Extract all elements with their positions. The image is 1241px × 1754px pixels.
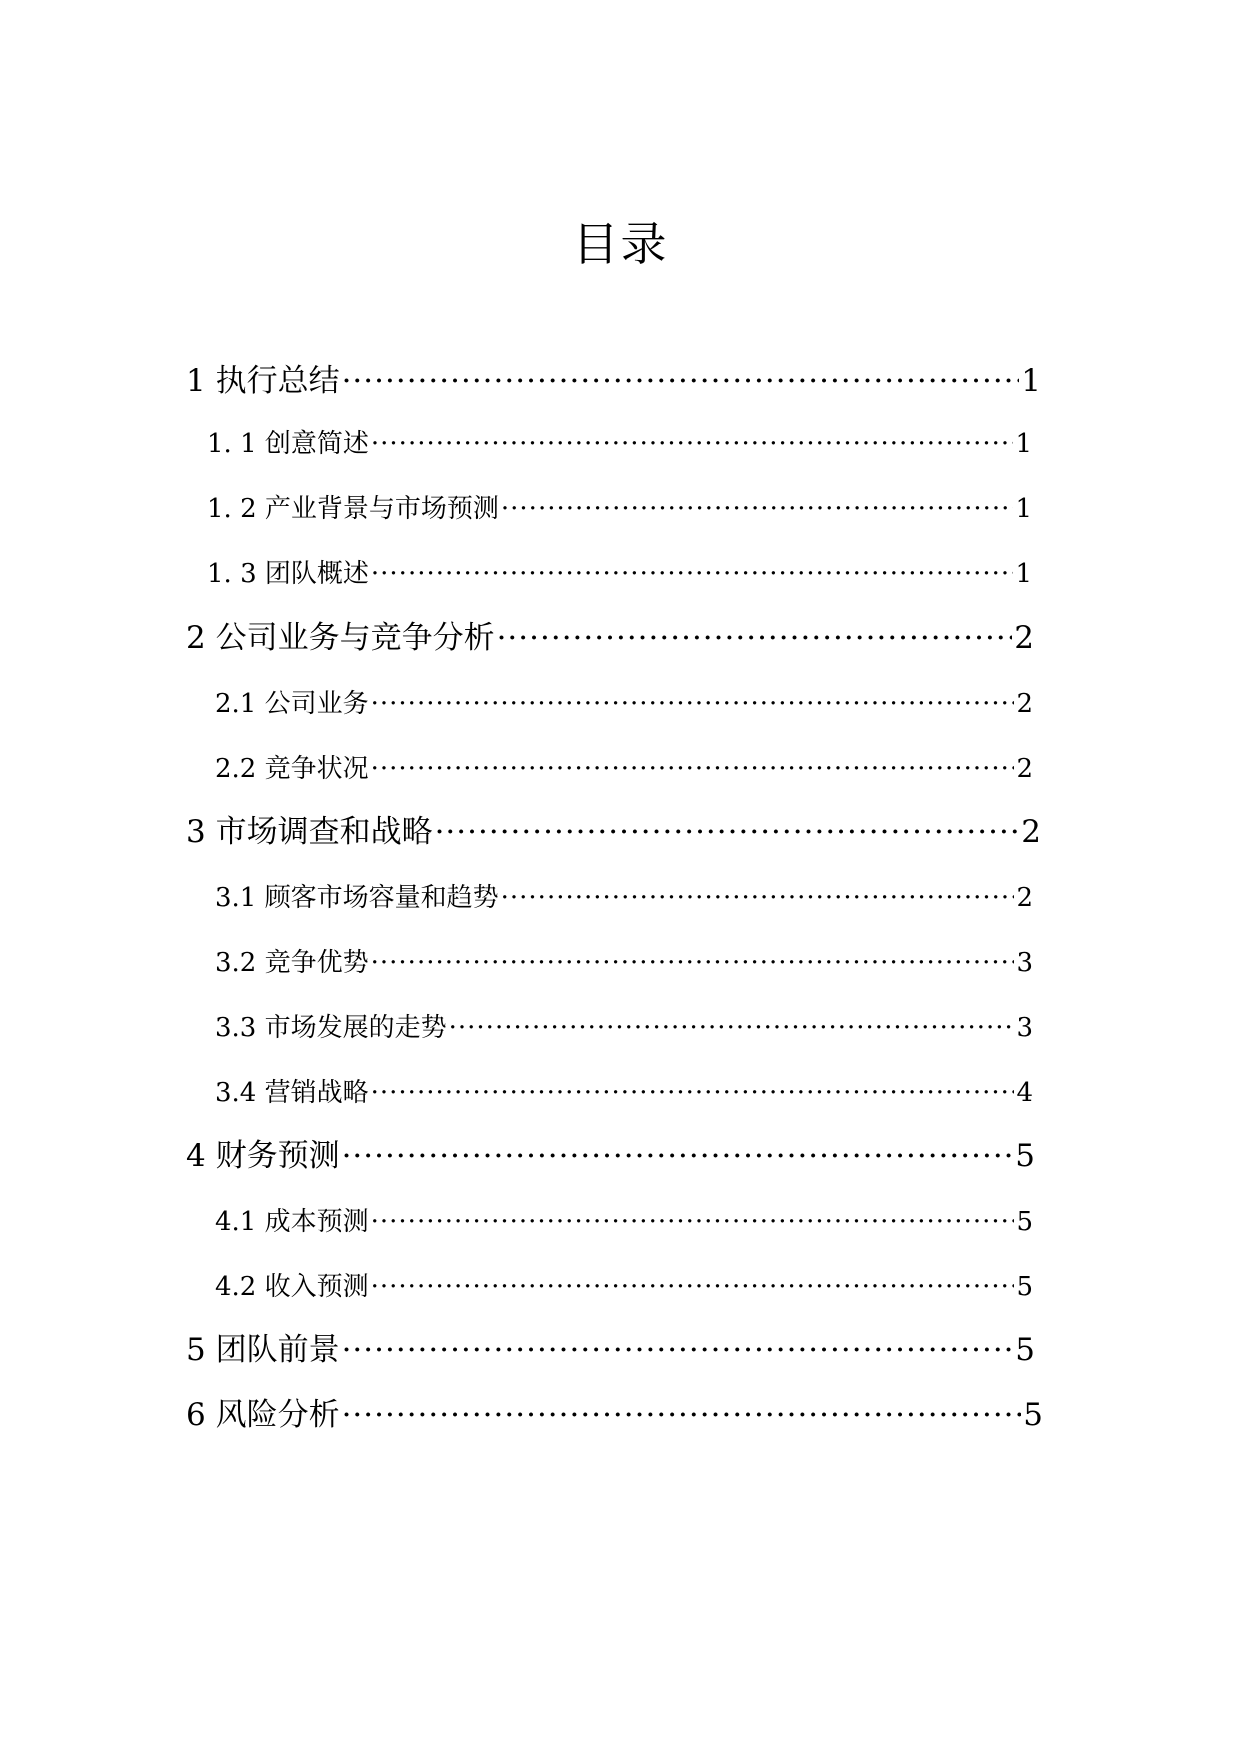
toc-dot-leader (371, 1203, 1015, 1241)
toc-entry-label: 6 风险分析 (186, 1397, 340, 1433)
toc-entry-label: 3.4 营销战略 (215, 1078, 369, 1108)
toc-entry-label: 4.1 成本预测 (215, 1207, 369, 1237)
toc-entry-page: 2 (1016, 754, 1033, 784)
toc-dot-leader (449, 1009, 1015, 1047)
toc-entry-label: 2 公司业务与竞争分析 (186, 620, 495, 656)
toc-dot-leader (342, 1135, 1014, 1177)
toc-entry[interactable] (186, 1394, 1043, 1436)
toc-dot-leader (371, 750, 1015, 788)
toc-dot-leader (435, 811, 1020, 853)
toc-dot-leader (342, 1329, 1014, 1371)
toc-entry-page: 4 (1016, 1078, 1033, 1108)
toc-dot-leader (371, 1074, 1015, 1112)
toc-dot-leader (342, 360, 1020, 402)
toc-entry[interactable] (186, 617, 1034, 659)
toc-dot-leader (342, 1394, 1022, 1436)
toc-entry-label: 3.3 市场发展的走势 (215, 1013, 447, 1043)
toc-entry-page: 1 (1015, 429, 1032, 459)
toc-entry-page: 5 (1023, 1397, 1043, 1433)
toc-dot-leader (371, 425, 1014, 463)
toc-entry-page: 5 (1015, 1332, 1035, 1368)
toc-entry[interactable] (215, 750, 1033, 788)
toc-entry-page: 2 (1014, 620, 1034, 656)
toc-entry[interactable] (215, 879, 1033, 917)
toc-entry-label: 1. 3 团队概述 (207, 559, 369, 589)
toc-entry[interactable] (215, 1203, 1033, 1241)
toc-entry-label: 1 执行总结 (186, 363, 340, 399)
toc-entry-page: 5 (1015, 1138, 1035, 1174)
toc-entry[interactable] (215, 1074, 1033, 1112)
toc-entry[interactable] (215, 685, 1033, 723)
toc-entry-label: 2.1 公司业务 (215, 689, 369, 719)
toc-entry[interactable] (186, 1135, 1035, 1177)
toc-entry-page: 2 (1021, 814, 1041, 850)
toc-entry-label: 5 团队前景 (186, 1332, 340, 1368)
toc-dot-leader (371, 555, 1014, 593)
toc-entry-label: 2.2 竞争状况 (215, 754, 369, 784)
toc-entry[interactable] (186, 811, 1041, 853)
toc-entry[interactable] (207, 555, 1032, 593)
toc-entry-page: 5 (1016, 1207, 1033, 1237)
toc-entry-page: 1 (1015, 494, 1032, 524)
toc-entry-page: 3 (1016, 948, 1033, 978)
toc-dot-leader (371, 944, 1015, 982)
toc-entry-page: 1 (1015, 559, 1032, 589)
toc-dot-leader (501, 879, 1015, 917)
toc-entry-page: 1 (1021, 363, 1041, 399)
toc-entry-page: 3 (1016, 1013, 1033, 1043)
toc-entry-page: 5 (1016, 1272, 1033, 1302)
toc-entry[interactable] (207, 490, 1032, 528)
toc-entry-page: 2 (1016, 883, 1033, 913)
toc-entry[interactable] (215, 1009, 1033, 1047)
toc-entry[interactable] (186, 360, 1041, 402)
toc-dot-leader (371, 685, 1015, 723)
toc-entry-label: 3.1 顾客市场容量和趋势 (215, 883, 499, 913)
toc-dot-leader (371, 1268, 1015, 1306)
toc-entry-label: 1. 2 产业背景与市场预测 (207, 494, 499, 524)
toc-title: 目录 (572, 217, 669, 271)
toc-entry[interactable] (215, 1268, 1033, 1306)
toc-entry-label: 3.2 竞争优势 (215, 948, 369, 978)
toc-entry[interactable] (207, 425, 1032, 463)
toc-entry-label: 1. 1 创意简述 (207, 429, 369, 459)
toc-dot-leader (501, 490, 1014, 528)
toc-entry-page: 2 (1016, 689, 1033, 719)
toc-dot-leader (497, 617, 1013, 659)
toc-entry-label: 4.2 收入预测 (215, 1272, 369, 1302)
toc-entry-label: 3 市场调查和战略 (186, 814, 433, 850)
toc-entry-label: 4 财务预测 (186, 1138, 340, 1174)
toc-entry[interactable] (215, 944, 1033, 982)
toc-entry[interactable] (186, 1329, 1035, 1371)
